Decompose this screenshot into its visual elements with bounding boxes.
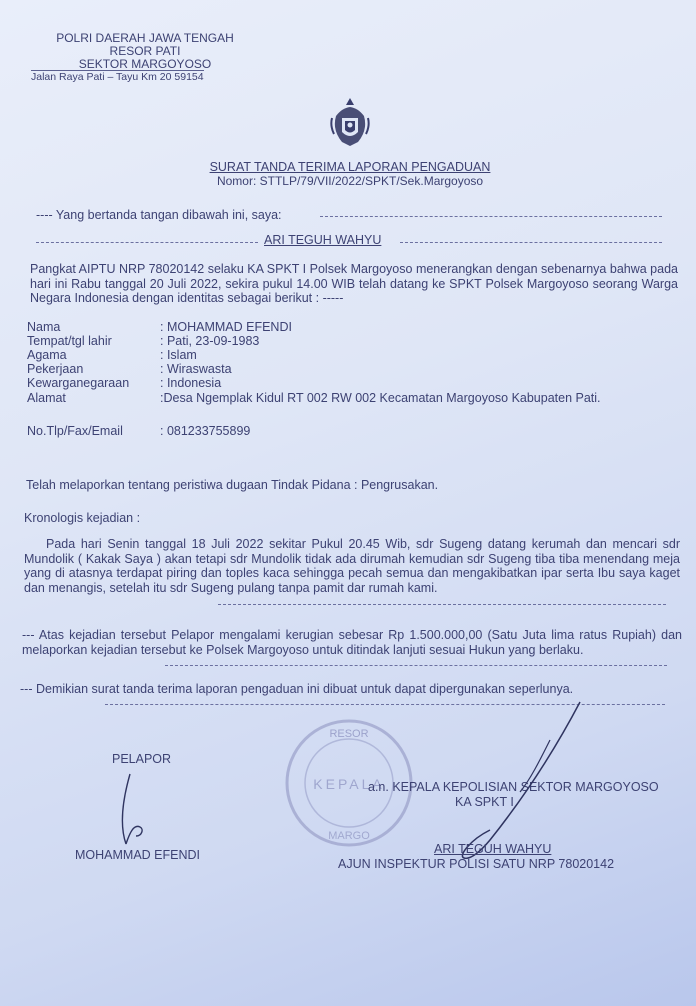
- identity-label: Agama: [27, 348, 67, 362]
- header-line-2: RESOR PATI: [109, 44, 181, 58]
- officer-name: ARI TEGUH WAHYU: [264, 233, 382, 247]
- reporter-signature: [100, 772, 170, 852]
- dash-fill: [400, 242, 662, 243]
- official-title-1: a.n. KEPALA KEPOLISIAN SEKTOR MARGOYOSO: [368, 780, 659, 794]
- stamp-text-top: RESOR: [329, 728, 369, 740]
- identity-label: No.Tlp/Fax/Email: [27, 424, 123, 438]
- closing-paragraph: --- Demikian surat tanda terima laporan pengaduan ini dibuat untuk dapat dipergunakan seperlunya.: [20, 682, 574, 696]
- official-rank: AJUN INSPEKTUR POLISI SATU NRP 78020142: [338, 857, 615, 871]
- loss-paragraph: --- Atas kejadian tersebut Pelapor mengalami kerugian sebesar Rp 1.500.000,00 (Satu Juta lima ratus Rupiah) dan melaporkan kejadian tersebut ke Polsek Margoyoso untuk ditindak lanjuti sesuai Hukun yang berlaku.: [22, 628, 682, 657]
- police-emblem-icon: [328, 96, 372, 148]
- header-line-3: SEKTOR MARGOYOSO: [78, 57, 212, 71]
- report-statement: Telah melaporkan tentang peristiwa dugaan Tindak Pidana : Pengrusakan.: [26, 478, 439, 492]
- signed-line: ---- Yang bertanda tangan dibawah ini, saya:: [36, 208, 282, 222]
- identity-value: :Desa Ngemplak Kidul RT 002 RW 002 Kecamatan Margoyoso Kabupaten Pati.: [160, 391, 601, 405]
- identity-label: Kewarganegaraan: [27, 376, 130, 390]
- intro-paragraph: Pangkat AIPTU NRP 78020142 selaku KA SPKT I Polsek Margoyoso menerangkan dengan sebenarnya bahwa pada hari ini Rabu tanggal 20 Juli 2022, sekira pukul 14.00 WIB telah datang ke SPKT Polsek Margoyoso seorang Warga Negara Indonesia dengan identitas sebagai berikut : -----: [30, 262, 678, 305]
- document-number: Nomor: STTLP/79/VII/2022/SPKT/Sek.Margoyoso: [216, 174, 484, 188]
- dash-fill: [320, 216, 662, 217]
- official-title-2: KA SPKT I: [455, 795, 514, 809]
- header-line-1: POLRI DAERAH JAWA TENGAH: [56, 31, 234, 45]
- identity-value: : 081233755899: [160, 424, 251, 438]
- dash-fill: [165, 665, 667, 666]
- reporter-title: PELAPOR: [112, 752, 172, 766]
- identity-value: : MOHAMMAD EFENDI: [160, 320, 292, 334]
- identity-value: : Pati, 23-09-1983: [160, 334, 260, 348]
- dash-fill: [218, 604, 666, 605]
- official-name: ARI TEGUH WAHYU: [434, 842, 552, 856]
- identity-label: Alamat: [27, 391, 66, 405]
- identity-value: : Islam: [160, 348, 197, 362]
- chronology-text: Pada hari Senin tanggal 18 Juli 2022 sekitar Pukul 20.45 Wib, sdr Sugeng datang kerumah dan mencari sdr Mundolik ( Kakak Saya ) akan tetapi sdr Mundolik tidak ada dirumah kemudian sdr Sugeng tiba tiba menendang meja yang di atasnya terdapat piring dan toples kaca sehingga pecah semua dan mengakibatkan ipar serta Ibu saya kaget dan menangis, setelah itu sdr Sugeng pulang tanpa pamit dar rumah kami.: [24, 537, 680, 595]
- dash-fill: [36, 242, 258, 243]
- identity-label: Tempat/tgl lahir: [27, 334, 112, 348]
- stamp-text-middle: KEPALA: [313, 776, 385, 792]
- identity-value: : Indonesia: [160, 376, 222, 390]
- identity-label: Pekerjaan: [27, 362, 84, 376]
- identity-label: Nama: [27, 320, 61, 334]
- identity-value: : Wiraswasta: [160, 362, 232, 376]
- stamp-text-bottom: MARGO: [328, 830, 370, 842]
- reporter-name: MOHAMMAD EFENDI: [75, 848, 200, 862]
- header-address: Jalan Raya Pati – Tayu Km 20 59154: [31, 71, 204, 83]
- chronology-heading: Kronologis kejadian :: [24, 511, 141, 525]
- document-title: SURAT TANDA TERIMA LAPORAN PENGADUAN: [209, 160, 491, 174]
